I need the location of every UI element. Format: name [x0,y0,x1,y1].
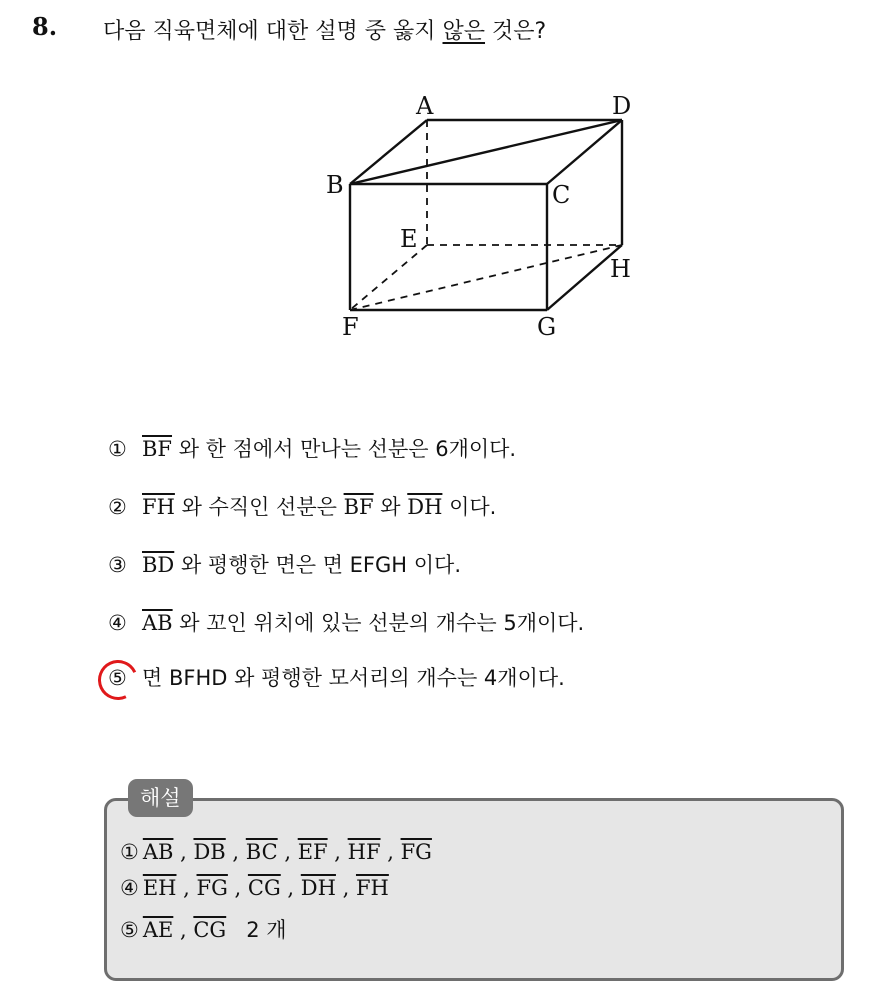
label-C: C [552,181,571,209]
solution-line-1: ① $\overline{AB}$ , $\overline{DB}$ , $\overline{BC}$ , $\overline{EF}$ , $\overline{HF}$ , $\overline{FG}$ [120,840,432,864]
label-B: B [326,171,344,199]
solution-marker: ⑤ [120,918,139,942]
label-H: H [610,255,631,283]
solution-line-2: ④ $\overline{EH}$ , $\overline{FG}$ , $\overline{CG}$ , $\overline{DH}$ , $\overline{FH}$ [120,876,389,900]
solution-count: 2 개 [246,918,287,942]
label-A: A [416,92,434,120]
diag-BD [350,120,622,184]
option-2[interactable] [108,491,496,521]
label-F: F [342,313,359,341]
solution-tab: 해설 [128,779,193,817]
segment-label: $\overline{DH}$ [407,495,443,519]
question-text-before: 다음 직육면체에 대한 설명 중 옳지 [103,19,443,44]
segment-label: $\overline{FH}$ [355,876,389,900]
segment-label: $\overline{BD}$ [142,553,175,577]
segment-label: $\overline{DB}$ [193,840,226,864]
option-3[interactable] [108,549,461,579]
segment-label: $\overline{AE}$ [142,918,174,942]
option-text: 와 수직인 선분은 [174,495,344,519]
option-text: 면 BFHD 와 평행한 모서리의 개수는 4개이다. [142,666,565,690]
segment-label: $\overline{EH}$ [142,876,177,900]
segment-label: $\overline{CG}$ [193,918,227,942]
segment-label: $\overline{FH}$ [142,495,175,519]
option-marker: ② [108,495,127,519]
question-underlined-word: 않은 [442,19,486,44]
label-E: E [400,225,418,253]
segment-label: $\overline{AB}$ [142,611,173,635]
question-text [103,14,546,45]
solution-line-3: ⑤ $\overline{AE}$ , $\overline{CG}$ 2 개 [120,918,287,942]
option-marker: ④ [108,611,127,635]
option-marker: ⑤ [108,666,127,690]
segment-label: $\overline{BC}$ [245,840,278,864]
option-text: 와 평행한 면은 면 EFGH 이다. [174,553,461,577]
segment-label: $\overline{CG}$ [247,876,281,900]
label-D: D [612,92,632,120]
question-text-after: 것은? [485,19,547,44]
diag-FH [350,245,622,310]
solution-marker: ④ [120,876,139,900]
option-text: 와 한 점에서 만나는 선분은 6개이다. [172,437,517,461]
segment-label: $\overline{BF}$ [142,437,173,461]
option-text: 이다. [442,495,497,519]
option-5[interactable] [108,662,565,692]
question-number: 8. [32,12,58,41]
option-1[interactable] [108,433,516,463]
segment-label: $\overline{FG}$ [400,840,432,864]
option-4[interactable] [108,607,584,637]
segment-label: $\overline{AB}$ [142,840,174,864]
option-text: 와 [373,495,408,519]
segment-label: $\overline{BF}$ [343,495,374,519]
option-marker: ③ [108,553,127,577]
segment-label: $\overline{DH}$ [300,876,336,900]
segment-label: $\overline{HF}$ [347,840,381,864]
option-marker: ① [108,437,127,461]
answer-circle-mark [92,654,143,705]
solution-marker: ① [120,840,139,864]
option-text: 와 꼬인 위치에 있는 선분의 개수는 5개이다. [172,611,585,635]
segment-label: $\overline{EF}$ [297,840,328,864]
segment-label: $\overline{FG}$ [196,876,228,900]
cuboid-figure [300,82,650,352]
label-G: G [537,313,557,341]
